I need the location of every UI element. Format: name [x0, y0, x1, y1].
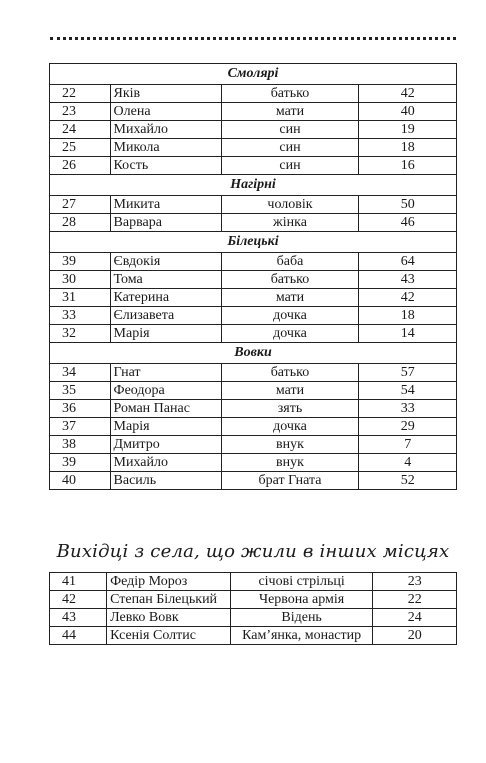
cell-age: 42: [359, 85, 457, 103]
cell-name: Кость: [110, 157, 221, 175]
cell-role: син: [221, 139, 359, 157]
cell-role: дочка: [221, 325, 359, 343]
cell-age: 7: [359, 436, 457, 454]
cell-num: 44: [50, 627, 107, 645]
cell-num: 39: [50, 253, 111, 271]
section-title: Нагірні: [50, 175, 457, 196]
cell-age: 18: [359, 307, 457, 325]
cell-num: 23: [50, 103, 111, 121]
cell-role: січові стрільці: [230, 573, 373, 591]
table-row: [50, 591, 457, 609]
cell-num: 30: [50, 271, 111, 289]
table-row: [50, 253, 457, 271]
table-row: [50, 454, 457, 472]
table-row: [50, 307, 457, 325]
table-row: [50, 472, 457, 490]
cell-name: Катерина: [110, 289, 221, 307]
migrants-table: [49, 572, 457, 645]
cell-name: Марія: [110, 418, 221, 436]
cell-role: внук: [221, 454, 359, 472]
cell-num: 33: [50, 307, 111, 325]
cell-num: 32: [50, 325, 111, 343]
section-title: Смолярі: [50, 64, 457, 85]
table-row: [50, 418, 457, 436]
table-row: [50, 139, 457, 157]
section-header-row: [50, 232, 457, 253]
cell-role: Відень: [230, 609, 373, 627]
family-table: [49, 63, 457, 490]
cell-role: син: [221, 157, 359, 175]
cell-age: 52: [359, 472, 457, 490]
cell-role: брат Гната: [221, 472, 359, 490]
cell-role: дочка: [221, 418, 359, 436]
cell-num: 25: [50, 139, 111, 157]
cell-age: 42: [359, 289, 457, 307]
table-row: [50, 121, 457, 139]
cell-name: Ксенія Солтис: [107, 627, 231, 645]
cell-name: Михайло: [110, 454, 221, 472]
cell-num: 36: [50, 400, 111, 418]
cell-name: Феодора: [110, 382, 221, 400]
cell-name: Євдокія: [110, 253, 221, 271]
cell-age: 46: [359, 214, 457, 232]
cell-role: мати: [221, 382, 359, 400]
cell-name: Роман Панас: [110, 400, 221, 418]
cell-age: 24: [373, 609, 457, 627]
cell-age: 14: [359, 325, 457, 343]
cell-age: 33: [359, 400, 457, 418]
cell-num: 37: [50, 418, 111, 436]
section-title: Вовки: [50, 343, 457, 364]
table-row: [50, 214, 457, 232]
cell-age: 64: [359, 253, 457, 271]
table-row: [50, 271, 457, 289]
cell-role: мати: [221, 103, 359, 121]
cell-num: 22: [50, 85, 111, 103]
table-row: [50, 289, 457, 307]
cell-role: Червона армія: [230, 591, 373, 609]
section-title: Білецькі: [50, 232, 457, 253]
cell-age: 40: [359, 103, 457, 121]
cell-age: 57: [359, 364, 457, 382]
cell-age: 20: [373, 627, 457, 645]
table-row: [50, 609, 457, 627]
cell-name: Степан Білецький: [107, 591, 231, 609]
table-row: [50, 85, 457, 103]
cell-age: 4: [359, 454, 457, 472]
table-row: [50, 157, 457, 175]
cell-num: 41: [50, 573, 107, 591]
cell-name: Єлизавета: [110, 307, 221, 325]
cell-role: батько: [221, 271, 359, 289]
dotted-header-rule: [50, 37, 456, 40]
table-row: [50, 103, 457, 121]
cell-num: 34: [50, 364, 111, 382]
cell-name: Гнат: [110, 364, 221, 382]
cell-name: Левко Вовк: [107, 609, 231, 627]
cell-num: 39: [50, 454, 111, 472]
section-header-row: [50, 175, 457, 196]
section-header-row: [50, 64, 457, 85]
cell-num: 42: [50, 591, 107, 609]
table-row: [50, 196, 457, 214]
cell-name: Василь: [110, 472, 221, 490]
cell-name: Тома: [110, 271, 221, 289]
cell-age: 23: [373, 573, 457, 591]
table-row: [50, 364, 457, 382]
cell-num: 24: [50, 121, 111, 139]
cell-name: Дмитро: [110, 436, 221, 454]
cell-role: чоловік: [221, 196, 359, 214]
migrants-heading: Вихідці з села, що жили в інших місцях: [56, 541, 450, 562]
cell-age: 22: [373, 591, 457, 609]
cell-role: мати: [221, 289, 359, 307]
cell-name: Федір Мороз: [107, 573, 231, 591]
cell-role: Кам’янка, монастир: [230, 627, 373, 645]
table-row: [50, 382, 457, 400]
cell-role: дочка: [221, 307, 359, 325]
cell-name: Варвара: [110, 214, 221, 232]
section-header-row: [50, 343, 457, 364]
cell-age: 16: [359, 157, 457, 175]
cell-name: Микита: [110, 196, 221, 214]
table-row: [50, 325, 457, 343]
cell-role: баба: [221, 253, 359, 271]
cell-age: 18: [359, 139, 457, 157]
cell-num: 28: [50, 214, 111, 232]
cell-num: 43: [50, 609, 107, 627]
cell-name: Олена: [110, 103, 221, 121]
cell-num: 27: [50, 196, 111, 214]
cell-name: Марія: [110, 325, 221, 343]
cell-role: жінка: [221, 214, 359, 232]
cell-name: Михайло: [110, 121, 221, 139]
table-row: [50, 573, 457, 591]
cell-name: Микола: [110, 139, 221, 157]
cell-num: 35: [50, 382, 111, 400]
cell-num: 38: [50, 436, 111, 454]
cell-name: Яків: [110, 85, 221, 103]
cell-age: 29: [359, 418, 457, 436]
table-row: [50, 436, 457, 454]
cell-num: 26: [50, 157, 111, 175]
cell-role: батько: [221, 85, 359, 103]
cell-age: 43: [359, 271, 457, 289]
cell-num: 31: [50, 289, 111, 307]
cell-role: батько: [221, 364, 359, 382]
cell-role: син: [221, 121, 359, 139]
cell-age: 19: [359, 121, 457, 139]
cell-age: 54: [359, 382, 457, 400]
table-row: [50, 627, 457, 645]
cell-num: 40: [50, 472, 111, 490]
cell-age: 50: [359, 196, 457, 214]
table-row: [50, 400, 457, 418]
cell-role: зять: [221, 400, 359, 418]
cell-role: внук: [221, 436, 359, 454]
